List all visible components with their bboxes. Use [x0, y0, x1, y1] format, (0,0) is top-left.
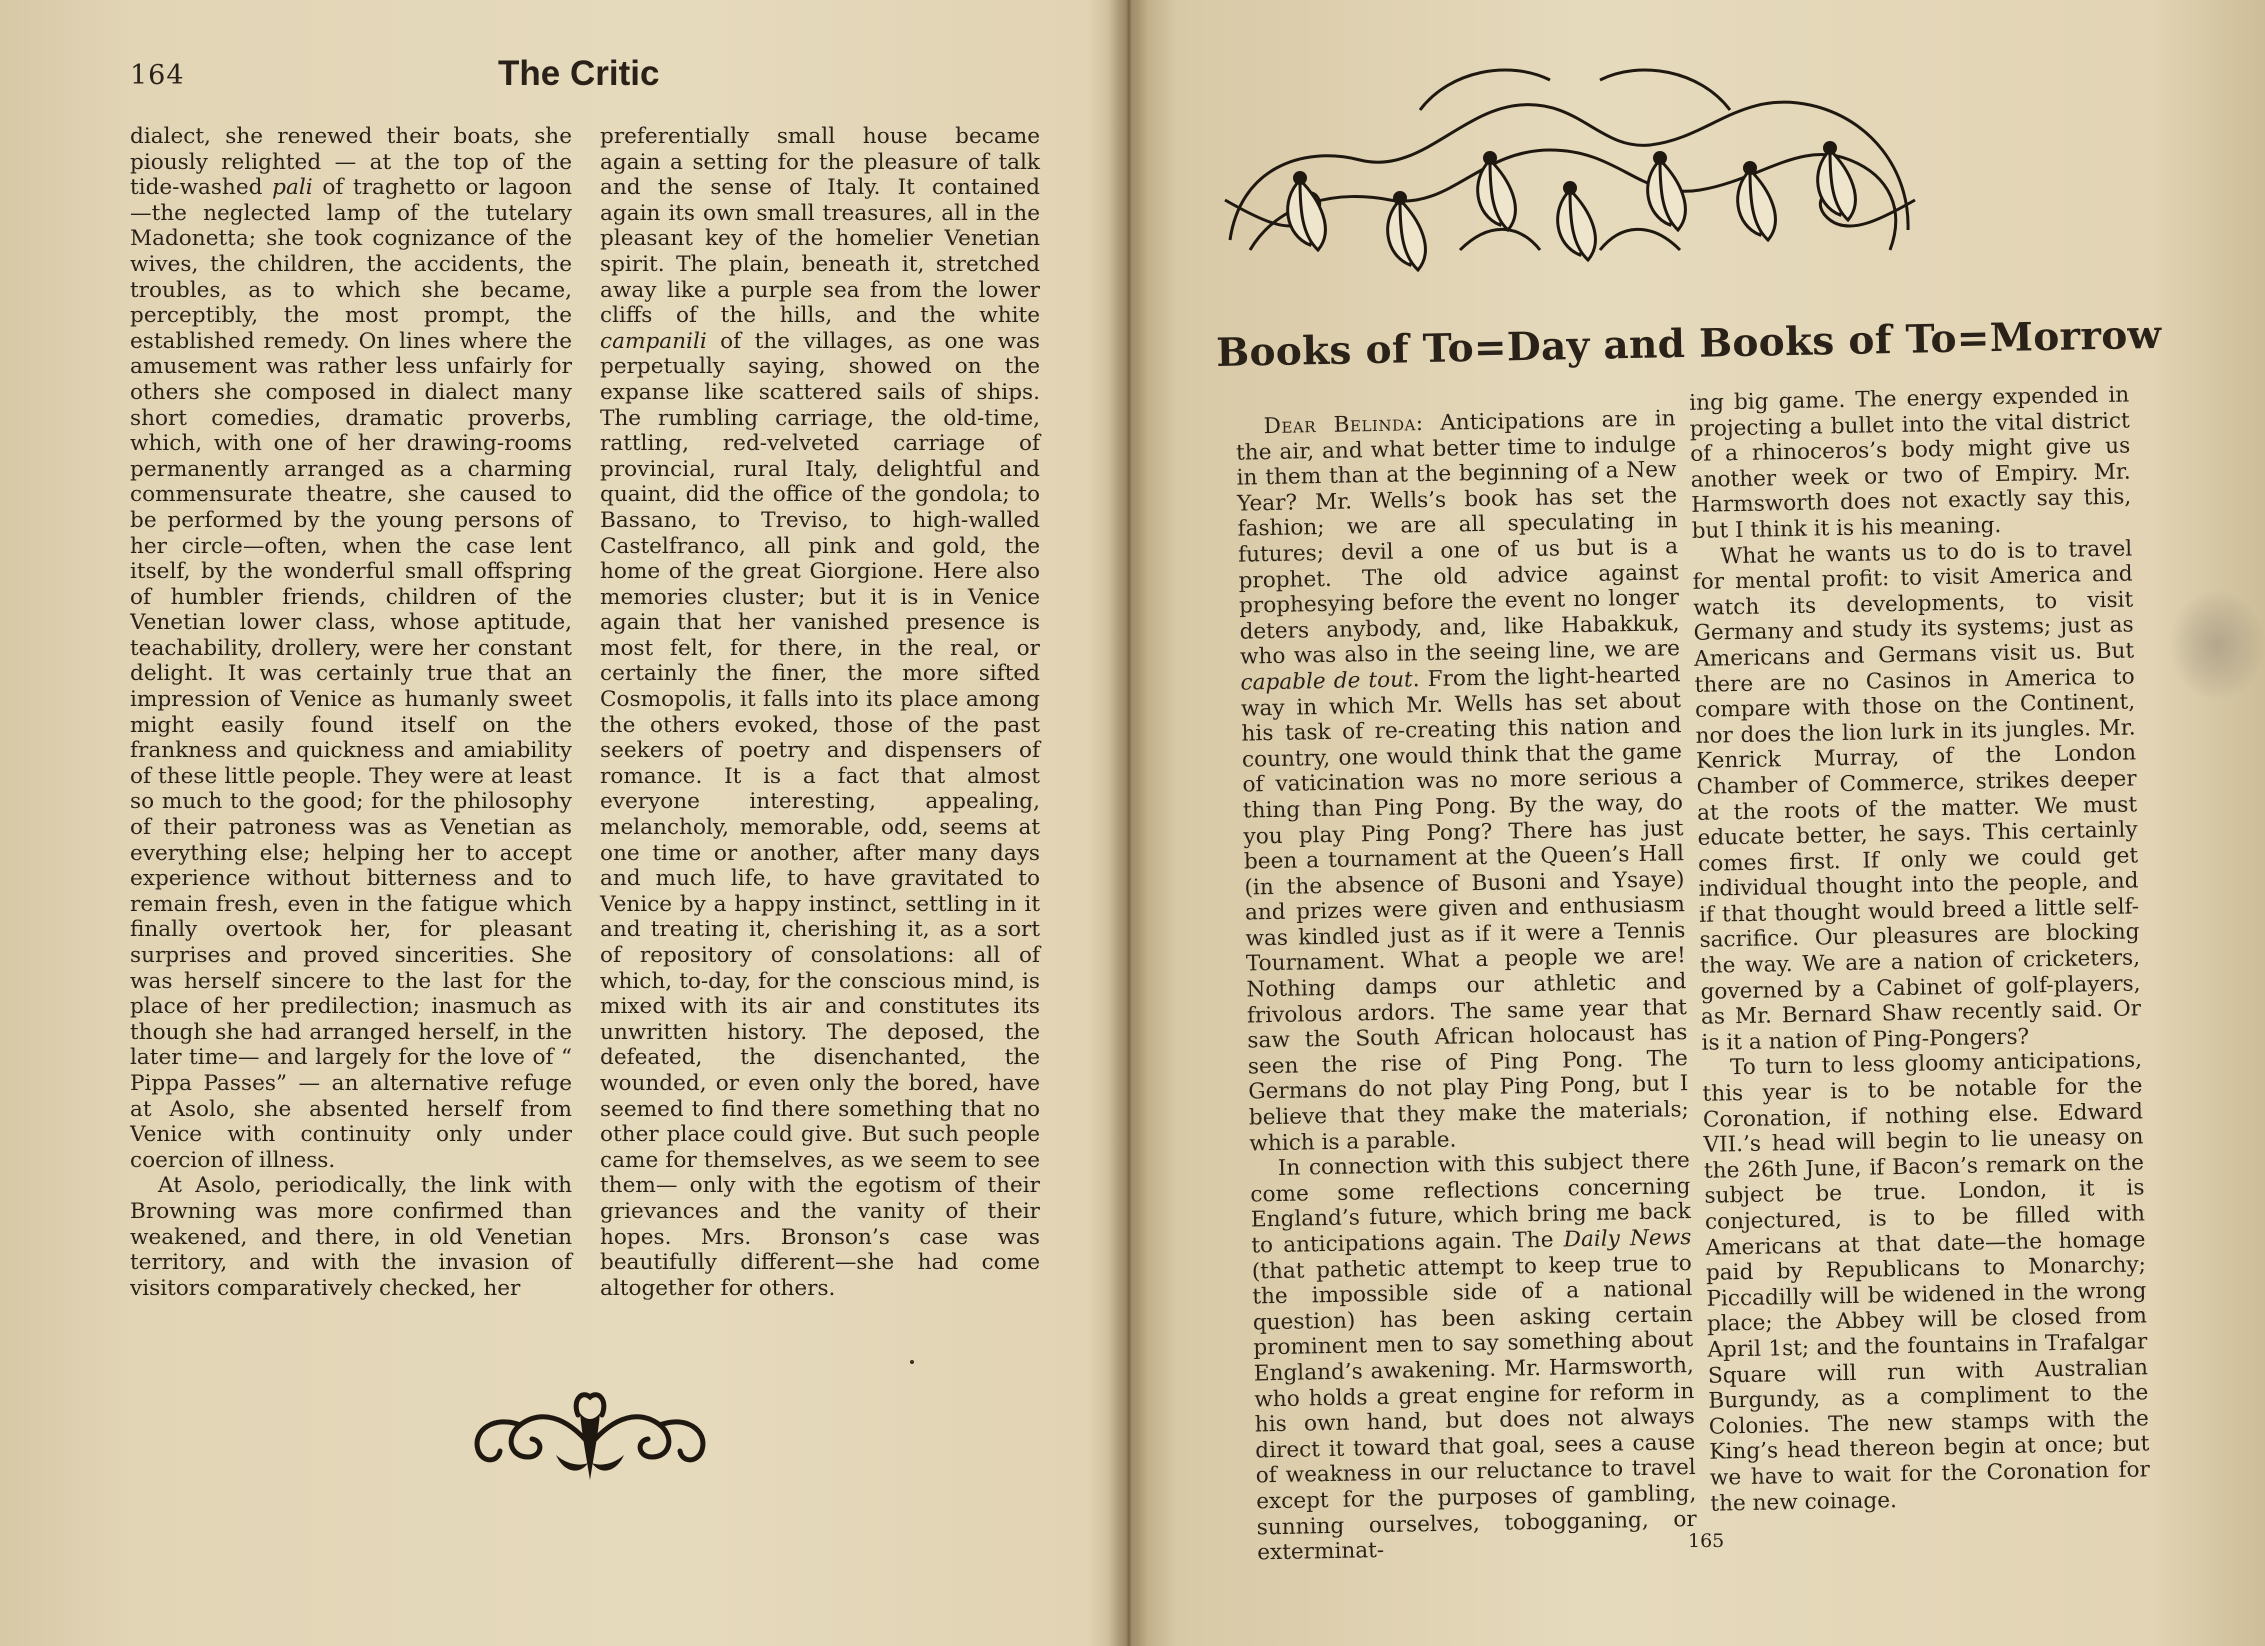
right-col2-paragraph-1: ing big game. The energy expended in projecting a bullet into the vital district of a rhinoceros’s body might give us another week or two of Empiry. Mr. Harmsworth does not exactly say this, but I think it is his meaning.: [1689, 382, 2132, 544]
left-col1-paragraph-2: At Asolo, periodically, the link with Browning was more confirmed than weakened, and there, in old Venetian territory, and with the invasion of visitors comparatively checked, her: [130, 1173, 572, 1301]
article-title: Books of To=Day and Books of To=Morrow: [1215, 311, 2162, 376]
book-gutter: [1108, 0, 1148, 1646]
left-column-1: [130, 124, 572, 1301]
right-col1-paragraph-2: In connection with this subject there come some reflections concerning England’s future, which bring me back to anticipations again. The Daily News (that pathetic attempt to keep true to the impossible side of a national question) has been asking certain prominent men to say something about England’s awakening. Mr. Harmsworth, who holds a great engine for reform in his own hand, but does not always direct it toward that goal, sees a cause of weakness in our reluctance to travel except for the purposes of gambling, sunning ourselves, tobogganing, or exterminat-: [1250, 1148, 1697, 1566]
right-page: [1215, 272, 2199, 1566]
stray-mark: [910, 1360, 914, 1364]
page-number-left: 164: [130, 60, 185, 91]
head-ornament-icon: [1220, 50, 1920, 275]
salutation: Dear Belinda: [1263, 411, 1417, 440]
tail-ornament-icon: [460, 1385, 720, 1490]
right-col1-paragraph-1: [1235, 406, 1689, 1157]
page-number-right: 165: [1688, 1530, 1725, 1552]
paper-stain: [2170, 590, 2265, 700]
right-column-2: [1689, 382, 2151, 1516]
right-col2-paragraph-2: What he wants us to do is to travel for mental profit: to visit America and watch its developments, to visit Germany and study its systems; just as Americans and Germans visit us. But there are no Casinos in America to compare with those on the Continent, nor does the lion lurk in its jungles. Mr. Kenrick Murray, of the London Chamber of Commerce, strikes deeper at the roots of the matter. We must educate better, he says. This certainly comes first. If only we could get individual thought into the people, and if that thought would breed a little self-sacrifice. Our pleasures are blocking the way. We are a nation of cricketers, governed by a Cabinet of golf-players, as Mr. Bernard Shaw recently said. Or is it a nation of Ping-Pongers?: [1692, 536, 2142, 1056]
right-col2-paragraph-3: To turn to less gloomy anticipations, this year is to be notable for the Coronation, if nothing else. Edward VII.’s head will begin to lie uneasy on the 26th June, if Bacon’s remark on the subject be true. London, it is conjectured, is to be filled with Americans at that date—the homage paid by Republicans to Monarchy; Piccadilly will be widened in the wrong place; the Abbey will be closed from April 1st; and the fountains in Trafalgar Square will run with Australian Burgundy, as a compliment to the Colonies. The new stamps with the King’s head thereon begin at once; but we have to wait for the Coronation for the new coinage.: [1702, 1047, 2151, 1517]
left-col2-paragraph-1: preferentially small house became again a setting for the pleasure of talk and the sense of Italy. It contained again its own small treasures, all in the pleasant key of the homelier Venetian spirit. The plain, beneath it, stretched away like a purple sea from the lower cliffs of the hills, and the white campanili of the villages, as one was perpetually saying, showed on the expanse like scattered sails of ships. The rumbling carriage, the old-time, rattling, red-velveted carriage of provincial, rural Italy, delightful and quaint, did the office of the gondola; to Bassano, to Treviso, to high-walled Castelfranco, all pink and gold, the home of the great Giorgione. Here also memories cluster; but it is in Venice again that her vanished presence is most felt, for there, in the real, or certainly the finer, the more sifted Cosmopolis, it falls into its place among the others evoked, those of the past seekers of poetry and dispensers of romance. It is a fact that almost everyone interesting, appealing, melancholy, memorable, odd, seems at one time or another, after many days and much life, to have gravitated to Venice by a happy instinct, settling in it and treating it, cherishing it, as a sort of repository of consolations: all of which, to-day, for the conscious mind, is mixed with its air and constitutes its unwritten history. The deposed, the defeated, the disenchanted, the wounded, or even only the bored, have seemed to find there something that no other place could give. But such people came for themselves, as we seem to see them— only with the egotism of their grievances and the vanity of their hopes. Mrs. Bronson’s case was beautifully different—she had come altogether for others.: [600, 124, 1040, 1301]
left-column-2: [600, 124, 1040, 1301]
right-column-1: [1235, 406, 1697, 1566]
running-head: The Critic: [498, 54, 660, 93]
right-col1-paragraph-1-text: : Anticipations are in the air, and what better time to indulge in them than at the beginning of a New Year? Mr. Wells’s book has set the fashion; we are all speculating in futures; devil a one of us but is a prophet. The old advice against prophesying before the event no longer deters anybody, and, like Habakkuk, who was also in the seeing line, we are capable de tout. From the light-hearted way in which Mr. Wells has set about his task of re-creating this nation and country, one would think that the game of vaticination was no more serious a thing than Ping Pong. By the way, do you play Ping Pong? There has just been a tournament at the Queen’s Hall (in the absence of Busoni and Ysaye) and prizes were given and enthusiasm was kindled just as if it were a Tennis Tournament. What a people we are! Nothing damps our athletic and frivolous ardors. The same year that saw the South African holocaust has seen the rise of Ping Pong. The Germans do not play Ping Pong, but I believe that they make the materials; which is a parable.: [1235, 406, 1690, 1157]
left-col1-paragraph-1: dialect, she renewed their boats, she piously relighted — at the top of the tide-washed pali of traghetto or lagoon —the neglected lamp of the tutelary Madonetta; she took cognizance of the wives, the children, the accidents, the troubles, as to which she became, perceptibly, the most prompt, the established remedy. On lines where the amusement was rather less unfairly for others she composed in dialect many short comedies, dramatic proverbs, which, with one of her drawing-rooms permanently arranged as a charming commensurate theatre, she caused to be performed by the young persons of her circle—often, when the case lent itself, by the wonderful small offspring of humbler friends, children of the Venetian lower class, whose aptitude, teachability, drollery, were her constant delight. It was certainly true that an impression of Venice as humanly sweet might easily found itself on the frankness and quickness and amiability of these little people. They were at least so much to the good; for the philosophy of their patroness was as Venetian as everything else; helping her to accept experience without bitterness and to remain fresh, even in the fatigue which finally overtook her, for pleasant surprises and proved sincerities. She was herself sincere to the last for the place of her predilection; inasmuch as though she had arranged herself, in the later time— and largely for the love of “ Pippa Passes” — an alternative refuge at Asolo, she absented herself from Venice with continuity only under coercion of illness.: [130, 124, 573, 1173]
